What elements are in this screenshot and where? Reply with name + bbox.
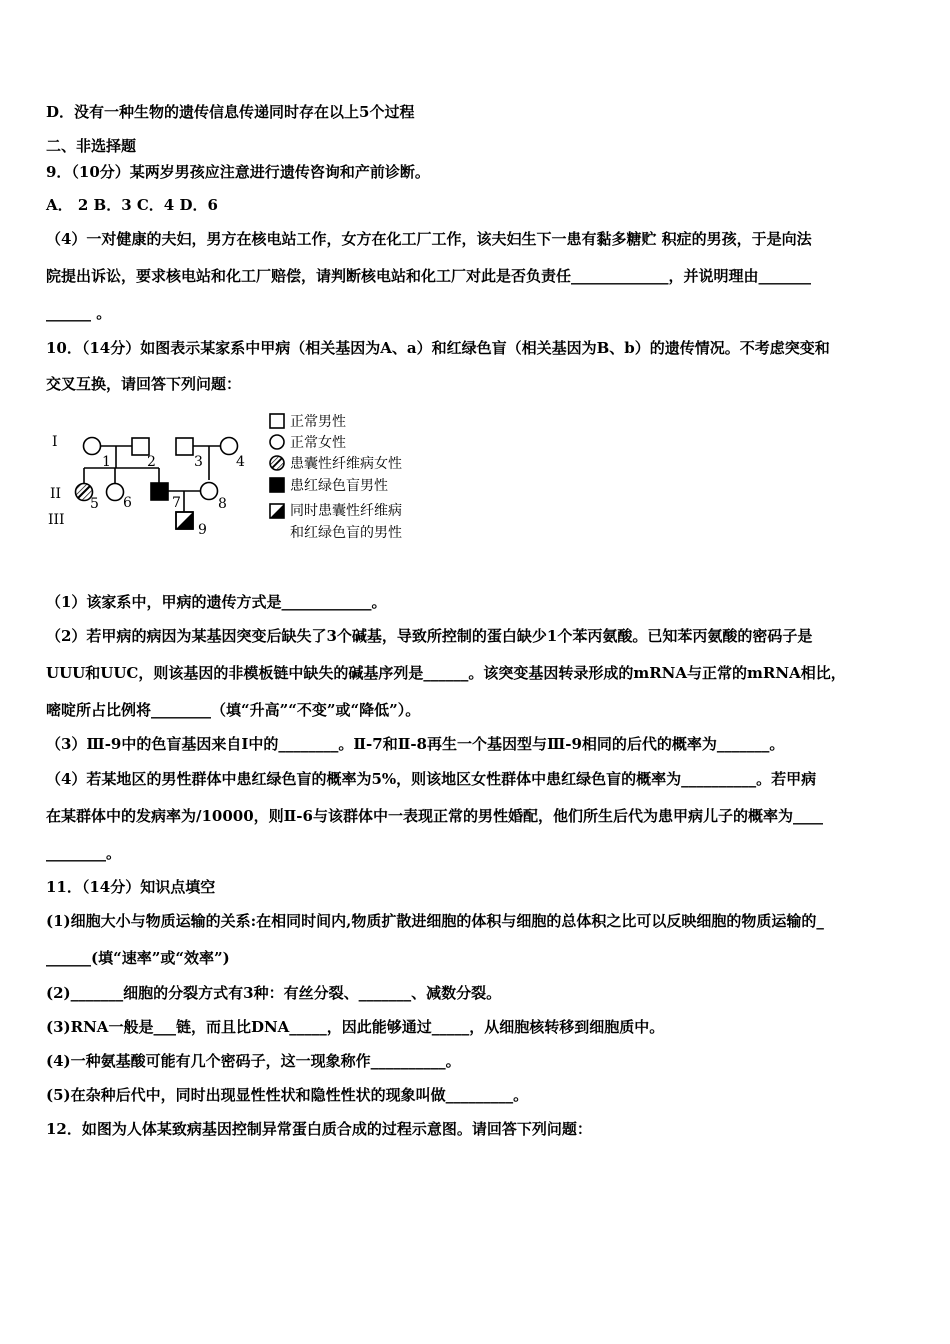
- question-10-stem-line1: 10．（14分）如图表示某家系中甲病（相关基因为A、a）和红绿色盲（相关基因为B、b）的遗传情况。不考虑突变和: [46, 339, 830, 357]
- question-9-part4-line2: 院提出诉讼，要求核电站和化工厂赔偿，请判断核电站和化工厂对此是否负责任_____________，并说明理由_______: [46, 267, 812, 285]
- pedigree-figure: [46, 400, 466, 550]
- generation-1-label: I: [52, 434, 58, 450]
- individual-8-female: [201, 483, 218, 500]
- legend-both-male-line2: 和红绿色盲的男性: [290, 525, 402, 541]
- question-9-stem: 9．（10分）某两岁男孩应注意进行遗传咨询和产前诊断。: [46, 163, 430, 181]
- individual-7-colorblind-male: [151, 483, 168, 500]
- individual-4-number: 4: [236, 454, 245, 470]
- individual-7-number: 7: [172, 495, 181, 511]
- legend-cb-male-symbol: [270, 478, 284, 492]
- individual-3-number: 3: [194, 454, 203, 470]
- question-10-part2-line1: （2）若甲病的病因为某基因突变后缺失了3个碱基，导致所控制的蛋白缺少1个苯丙氨酸。已知苯丙氨酸的密码子是: [46, 627, 813, 645]
- legend-normal-male-symbol: [270, 414, 284, 428]
- individual-6-female: [107, 484, 124, 501]
- question-11-part1-line2: ______(填“速率”或“效率”): [46, 949, 230, 967]
- section-heading: 二、非选择题: [46, 137, 137, 155]
- question-10-part4-line2: 在某群体中的发病率为/10000，则Ⅱ-6与该群体中一表现正常的男性婚配，他们所生后代为患甲病儿子的概率为____: [46, 807, 823, 825]
- legend-normal-male: 正常男性: [290, 414, 346, 430]
- individual-2-male: [132, 438, 149, 455]
- generation-2-label: II: [50, 486, 62, 502]
- question-11-stem: 11．（14分）知识点填空: [46, 878, 216, 896]
- question-11-part5: (5)在杂种后代中，同时出现显性性状和隐性性状的现象叫做_________。: [46, 1086, 529, 1104]
- legend-cb-male: 患红绿色盲男性: [290, 478, 388, 494]
- individual-4-female: [221, 438, 238, 455]
- individual-3-male: [176, 438, 193, 455]
- question-9-part4-line1: （4）一对健康的夫妇，男方在核电站工作，女方在化工厂工作，该夫妇生下一患有黏多糖贮 积症的男孩，于是向法: [46, 230, 812, 248]
- individual-5-number: 5: [90, 496, 99, 512]
- legend-both-male-line1: 同时患囊性纤维病: [290, 503, 402, 519]
- question-9-part4-line3: ______ 。: [46, 304, 112, 322]
- individual-2-number: 2: [147, 454, 156, 470]
- legend-normal-female: 正常女性: [290, 435, 346, 451]
- question-10-stem-line2: 交叉互换，请回答下列问题：: [46, 375, 242, 393]
- question-12-stem: 12．如图为人体某致病基因控制异常蛋白质合成的过程示意图。请回答下列问题：: [46, 1120, 592, 1138]
- legend-normal-female-symbol: [270, 435, 284, 449]
- question-10-part3: （3）Ⅲ-9中的色盲基因来自Ⅰ中的________。Ⅱ-7和Ⅱ-8再生一个基因型与Ⅲ-9相同的后代的概率为_______。: [46, 735, 785, 753]
- question-11-part4: (4)一种氨基酸可能有几个密码子，这一现象称作__________。: [46, 1052, 461, 1070]
- question-9-options: A． 2 B．3 C．4 D．6: [46, 196, 218, 214]
- generation-3-label: III: [48, 512, 65, 528]
- individual-1-number: 1: [102, 454, 111, 470]
- individual-6-number: 6: [123, 495, 132, 511]
- question-11-part1-line1: (1)细胞大小与物质运输的关系:在相同时间内,物质扩散进细胞的体积与细胞的总体积之比可以反映细胞的物质运输的_: [46, 912, 824, 930]
- individual-1-female: [84, 438, 101, 455]
- question-10-part2-line2: UUU和UUC，则该基因的非模板链中缺失的碱基序列是______。该突变基因转录形成的mRNA与正常的mRNA相比，: [46, 664, 846, 682]
- question-10-part4-line1: （4）若某地区的男性群体中患红绿色盲的概率为5%，则该地区女性群体中患红绿色盲的概率为__________。若甲病: [46, 770, 817, 788]
- individual-9-number: 9: [198, 522, 207, 538]
- question-10-part1: （1）该家系中，甲病的遗传方式是____________。: [46, 593, 387, 611]
- question-10-part4-line3: ________。: [46, 844, 122, 862]
- individual-8-number: 8: [218, 496, 227, 512]
- question-11-part2: (2)_______细胞的分裂方式有3种：有丝分裂、_______、减数分裂。: [46, 984, 502, 1002]
- legend-cf-female: 患囊性纤维病女性: [290, 456, 402, 472]
- question-11-part3: (3)RNA一般是___链，而且比DNA_____，因此能够通过_____，从细胞核转移到细胞质中。: [46, 1018, 665, 1036]
- option-d-line: D．没有一种生物的遗传信息传递同时存在以上5个过程: [46, 103, 415, 121]
- question-10-part2-line3: 嘧啶所占比例将________（填“升高”“不变”或“降低”）。: [46, 701, 421, 719]
